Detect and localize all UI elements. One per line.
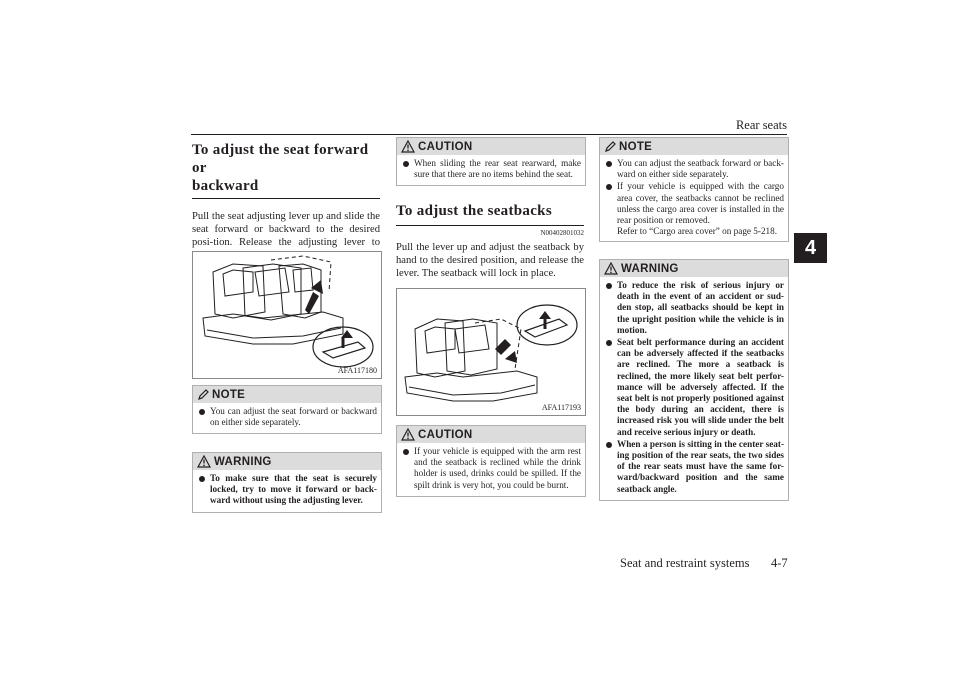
seat-slide-drawing xyxy=(193,252,381,378)
caution-item: If your vehicle is equipped with the arm rest and the seatback is reclined while the drink holder is used, drinks could be spilled. If the spilt drink is very hot, you could be burnt. xyxy=(401,446,581,491)
page-header-title: Rear seats xyxy=(735,118,787,132)
warning-item: To reduce the risk of serious injury or death in the event of an accident or sud-den stop, all seatbacks should be kept in the upright position while the vehicle is in motion. xyxy=(604,280,784,336)
caution-triangle-icon xyxy=(401,428,415,441)
body-text-forward-backward: Pull the seat adjusting lever up and slide the seat forward or backward to the desired posi-tion. Release the adjusting lever to xyxy=(192,211,380,248)
warning-label: WARNING xyxy=(621,262,679,275)
warning-item: Seat belt performance during an accident can be adversely affected if the seatbacks are reclined. The more a seatback is reclined, the more likely seat belt perfor-mance will be adversely affected. If the seat belt is not properly positioned against the body during an accident, there is increased risk you will slide under the belt and receive serious injury or death. xyxy=(604,337,784,438)
note-box-2 xyxy=(599,137,789,242)
seatback-drawing xyxy=(397,289,585,415)
note-item: You can adjust the seat forward or backward on either side separately. xyxy=(197,406,377,428)
seatback-illustration xyxy=(396,288,586,416)
footer-page-number: 4-7 xyxy=(771,556,788,570)
caution-header xyxy=(397,426,585,443)
section-title-line-2: backward xyxy=(192,178,259,194)
caution-label: CAUTION xyxy=(418,140,473,153)
note-box-1 xyxy=(192,385,382,434)
note-reference: Refer to “Cargo area cover” on page 5-218. xyxy=(617,226,778,237)
warning-item: When a person is sitting in the center seat-ing position of the rear seats, the two sides of the rear seats must have the same for-ward/backward position and the same seatback angle. xyxy=(604,439,784,495)
note-pencil-icon xyxy=(197,389,209,401)
note-header xyxy=(193,386,381,403)
note-pencil-icon xyxy=(604,141,616,153)
chapter-tab: 4 xyxy=(794,233,827,263)
caution-box-2 xyxy=(396,425,586,497)
section-title-seatbacks: To adjust the seatbacks xyxy=(396,202,584,226)
figure-code: AFA117180 xyxy=(337,366,377,375)
section-title-forward-backward xyxy=(192,141,380,199)
note-label: NOTE xyxy=(212,388,246,401)
warning-triangle-icon xyxy=(197,455,211,468)
header-rule xyxy=(191,134,787,135)
note-header xyxy=(600,138,788,155)
column-2-text xyxy=(396,202,584,280)
caution-triangle-icon xyxy=(401,140,415,153)
warning-box-1 xyxy=(192,452,382,513)
warning-box-2 xyxy=(599,259,789,501)
caution-header xyxy=(397,138,585,155)
reference-code: N00402801032 xyxy=(540,229,584,237)
caution-label: CAUTION xyxy=(418,428,473,441)
column-1 xyxy=(192,141,380,262)
footer-section-name: Seat and restraint systems xyxy=(620,556,750,570)
warning-label: WARNING xyxy=(214,455,272,468)
warning-header xyxy=(193,453,381,470)
note-item: If your vehicle is equipped with the cargo area cover, the seatbacks cannot be reclined unless the cargo area cover is installed in the rear position or removed. xyxy=(604,181,784,226)
section-title-line-1: To adjust the seat forward or xyxy=(192,142,369,176)
body-text-seatbacks: Pull the lever up and adjust the seatback by hand to the desired position, and release the lever. The seatback will lock in place. xyxy=(396,242,584,279)
caution-item: When sliding the rear seat rearward, make sure that there are no items behind the seat. xyxy=(401,158,581,180)
figure-code: AFA117193 xyxy=(541,403,581,412)
seat-slide-illustration xyxy=(192,251,382,379)
note-item: You can adjust the seatback forward or back-ward on either side separately. xyxy=(604,158,784,180)
warning-item: To make sure that the seat is securely locked, try to move it forward or back-ward without using the adjusting lever. xyxy=(197,473,377,507)
warning-triangle-icon xyxy=(604,262,618,275)
caution-box-1 xyxy=(396,137,586,186)
note-label: NOTE xyxy=(619,140,653,153)
warning-header xyxy=(600,260,788,277)
